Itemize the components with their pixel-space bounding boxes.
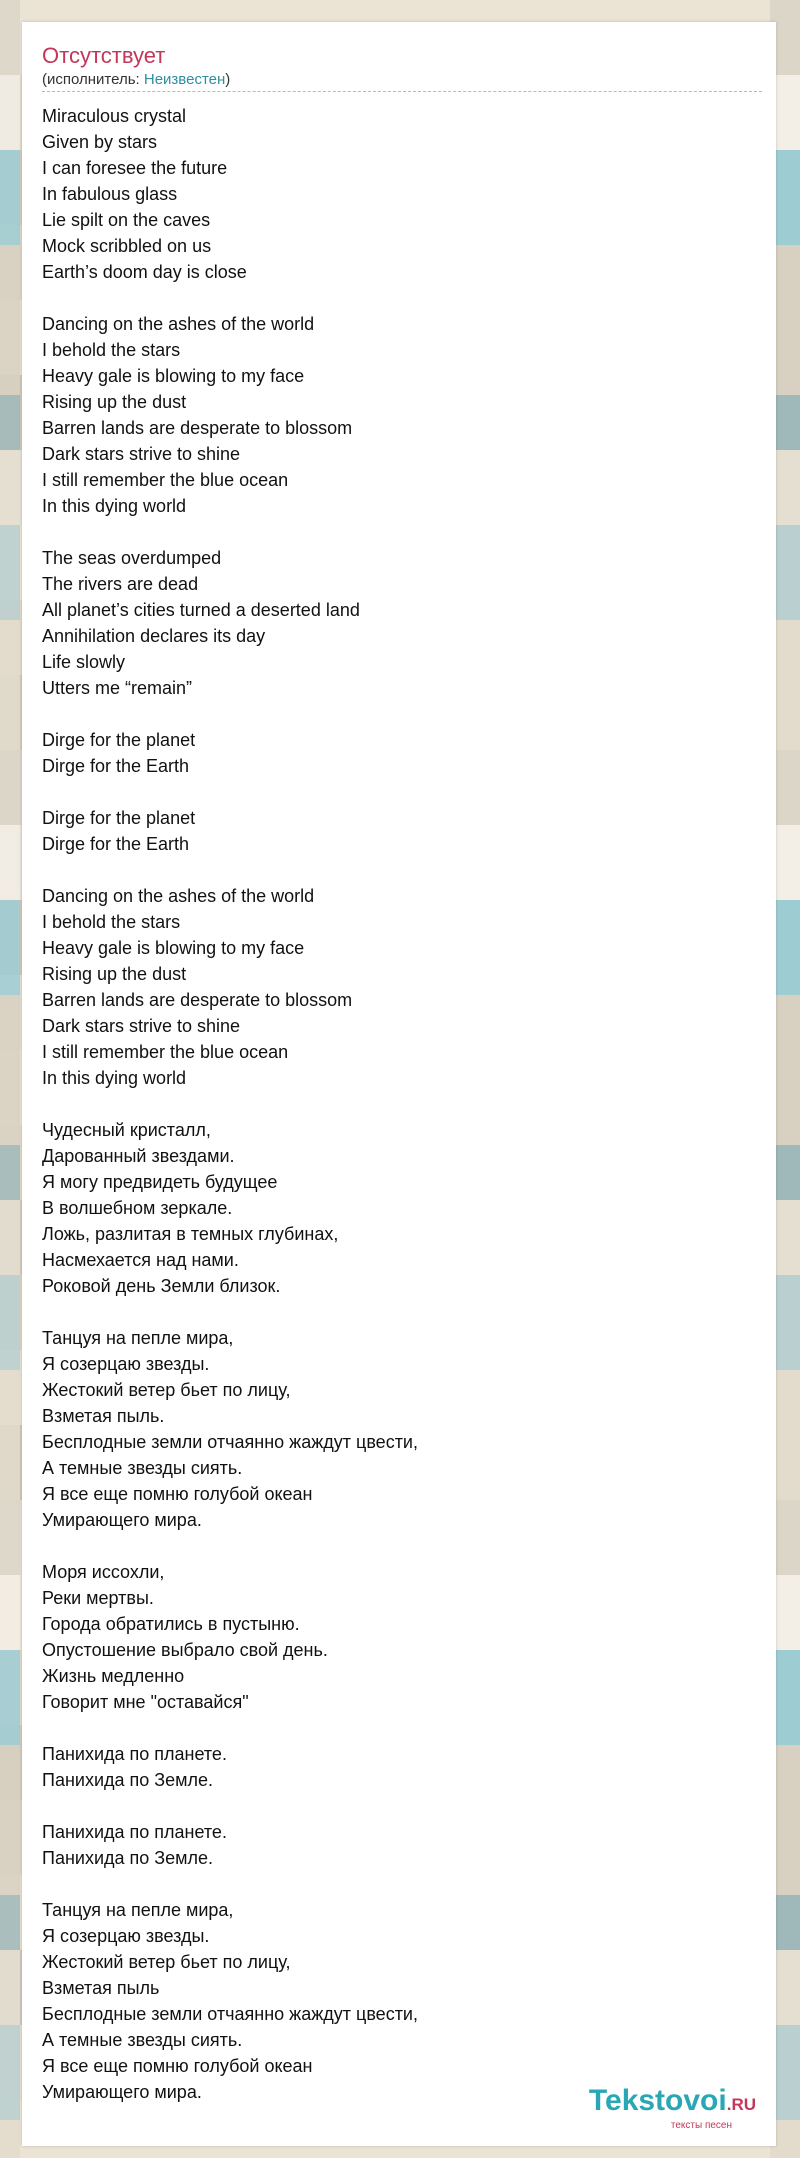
lyric-line: Панихида по планете. (42, 1744, 227, 1764)
lyric-line: In this dying world (42, 1068, 187, 1088)
stanza-break (42, 1091, 742, 1117)
lyric-line: Панихида по Земле. (42, 1848, 214, 1868)
lyric-line: Панихида по планете. (42, 1822, 227, 1842)
lyric-line: Я созерцаю звезды. (42, 1354, 210, 1374)
lyric-line: Dancing on the ashes of the world (42, 886, 315, 906)
lyric-line: Реки мертвы. (42, 1588, 154, 1608)
tekstovoi-logo-icon (589, 2086, 756, 2120)
header-divider (42, 91, 762, 92)
lyric-line: Жизнь медленно (42, 1666, 185, 1686)
stanza-break (42, 519, 742, 545)
lyric-line: Rising up the dust (42, 964, 187, 984)
lyric-line: Lie spilt on the caves (42, 210, 211, 230)
lyric-line: Я все еще помню голубой океан (42, 2056, 313, 2076)
lyric-line: All planet’s cities turned a deserted land (42, 600, 360, 620)
lyric-line: Mock scribbled on us (42, 236, 212, 256)
lyric-line: I still remember the blue ocean (42, 1042, 289, 1062)
lyric-line: Annihilation declares its day (42, 626, 266, 646)
stanza-break (42, 1715, 742, 1741)
stanza-break (42, 1533, 742, 1559)
lyric-line: Танцуя на пепле мира, (42, 1328, 234, 1348)
lyric-line: Barren lands are desperate to blossom (42, 418, 353, 438)
artist-prefix: (исполнитель: (42, 71, 144, 88)
logo-tagline: тексты песен (670, 2120, 732, 2131)
lyric-line: Чудесный кристалл, (42, 1120, 211, 1140)
lyric-line: А темные звезды сиять. (42, 1458, 243, 1478)
logo-tld: .RU (726, 2095, 756, 2114)
lyric-line: I behold the stars (42, 340, 181, 360)
lyric-line: Life slowly (42, 652, 126, 672)
lyric-line: Дарованный звездами. (42, 1146, 235, 1166)
lyric-line: The seas overdumped (42, 548, 222, 568)
lyric-line: Умирающего мира. (42, 1510, 202, 1530)
lyric-line: Я могу предвидеть будущее (42, 1172, 278, 1192)
lyric-line: Бесплодные земли отчаянно жаждут цвести, (42, 1432, 418, 1452)
stanza-break (42, 779, 742, 805)
stanza-break (42, 1793, 742, 1819)
logo-name: Tekstovoi (588, 2084, 727, 2117)
lyric-line: Dirge for the planet (42, 808, 196, 828)
lyric-line: I still remember the blue ocean (42, 470, 289, 490)
lyric-line: In fabulous glass (42, 184, 178, 204)
lyric-line: Dirge for the planet (42, 730, 196, 750)
lyric-line: Моря иссохли, (42, 1562, 165, 1582)
lyric-line: Опустошение выбрало свой день. (42, 1640, 328, 1660)
lyric-line: Ложь, разлитая в темных глубинах, (42, 1224, 339, 1244)
stanza-break (42, 1299, 742, 1325)
stanza-break (42, 857, 742, 883)
lyric-line: Heavy gale is blowing to my face (42, 938, 305, 958)
lyrics-text (42, 103, 742, 2105)
lyric-line: Dirge for the Earth (42, 756, 190, 776)
lyric-line: Я созерцаю звезды. (42, 1926, 210, 1946)
lyric-line: Танцуя на пепле мира, (42, 1900, 234, 1920)
site-logo[interactable] (589, 2086, 756, 2132)
lyric-line: Miraculous crystal (42, 106, 187, 126)
lyric-line: Dancing on the ashes of the world (42, 314, 315, 334)
lyric-line: In this dying world (42, 496, 187, 516)
lyric-line: Города обратились в пустыню. (42, 1614, 300, 1634)
lyric-line: Взметая пыль (42, 1978, 160, 1998)
lyric-line: Бесплодные земли отчаянно жаждут цвести, (42, 2004, 418, 2024)
lyric-line: Умирающего мира. (42, 2082, 202, 2102)
lyric-line: Жестокий ветер бьет по лицу, (42, 1380, 291, 1400)
lyrics-card (22, 22, 776, 2146)
lyric-line: Жестокий ветер бьет по лицу, (42, 1952, 291, 1972)
lyric-line: Насмехается над нами. (42, 1250, 239, 1270)
lyric-line: Панихида по Земле. (42, 1770, 214, 1790)
song-title: Отсутствует (42, 43, 166, 68)
stanza-break (42, 285, 742, 311)
lyric-line: I can foresee the future (42, 158, 228, 178)
lyric-line: Heavy gale is blowing to my face (42, 366, 305, 386)
lyric-line: Utters me “remain” (42, 678, 193, 698)
artist-link[interactable]: Неизвестен (143, 71, 226, 88)
lyric-line: Rising up the dust (42, 392, 187, 412)
lyric-line: I behold the stars (42, 912, 181, 932)
lyric-line: Я все еще помню голубой океан (42, 1484, 313, 1504)
lyric-line: Dark stars strive to shine (42, 444, 241, 464)
lyric-line: Barren lands are desperate to blossom (42, 990, 353, 1010)
background-stripes-left (0, 0, 20, 2158)
lyric-line: Given by stars (42, 132, 158, 152)
lyric-line: А темные звезды сиять. (42, 2030, 243, 2050)
artist-line (42, 71, 230, 89)
stanza-break (42, 1871, 742, 1897)
lyric-line: The rivers are dead (42, 574, 199, 594)
lyric-line: Роковой день Земли близок. (42, 1276, 281, 1296)
lyric-line: Dirge for the Earth (42, 834, 190, 854)
lyric-line: Dark stars strive to shine (42, 1016, 241, 1036)
lyric-line: Говорит мне "оставайся" (42, 1692, 249, 1712)
lyric-line: Earth’s doom day is close (42, 262, 247, 282)
artist-suffix: ) (225, 71, 231, 88)
stanza-break (42, 701, 742, 727)
lyric-line: Взметая пыль. (42, 1406, 165, 1426)
lyric-line: В волшебном зеркале. (42, 1198, 233, 1218)
